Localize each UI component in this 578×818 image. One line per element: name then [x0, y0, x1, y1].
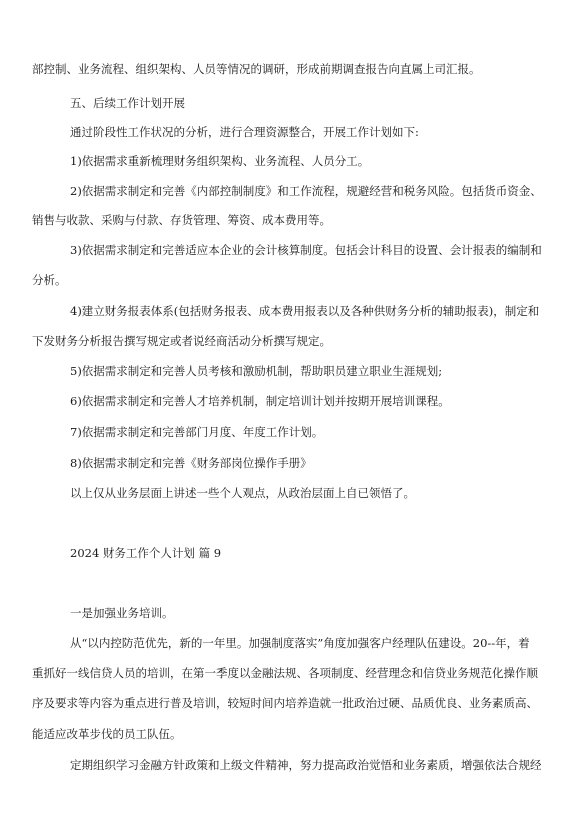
list-item-7: 7)依据需求制定和完善部门月度、年度工作计划。	[70, 425, 324, 439]
paragraph-line: 以上仅从业务层面上讲述一些个人观点，从政治层面上自已领悟了。	[70, 486, 415, 500]
list-item-2-continued: 销售与收款、采购与付款、存货管理、筹资、成本费用等。	[32, 213, 331, 227]
section-title: 2024 财务工作个人计划 篇 9	[70, 546, 222, 560]
list-item-4: 4)建立财务报表体系(包括财务报表、成本费用报表以及各种供财务分析的辅助报表)，制定和	[70, 304, 540, 318]
paragraph-line: 部控制、业务流程、组织架构、人员等情况的调研，形成前期调查报告向直属上司汇报。	[32, 62, 481, 76]
list-item-3: 3)依据需求制定和完善适应本企业的会计核算制度。包括会计科目的设置、会计报表的编制和	[70, 243, 542, 257]
paragraph-line: 序及要求等内容为重点进行普及培训，较短时间内培养造就一批政治过硬、品质优良、业务素质高、	[32, 696, 538, 710]
list-item-1: 1)依据需求重新梳理财务组织架构、业务流程、人员分工。	[70, 154, 370, 168]
list-item-6: 6)依据需求制定和完善人才培养机制，制定培训计划并按期开展培训课程。	[70, 394, 450, 408]
list-item-3-continued: 分析。	[32, 273, 67, 287]
list-item-4-continued: 下发财务分析报告撰写规定或者说经商活动分析撰写规定。	[32, 334, 331, 348]
paragraph-line: 从“以内控防范优先，新的一年里。加强制度落实”角度加强客户经理队伍建设。20--年，着	[70, 636, 530, 650]
list-item-8: 8)依据需求制定和完善《财务部岗位操作手册》	[70, 456, 312, 470]
paragraph-line: 通过阶段性工作状况的分析，进行合理资源整合，开展工作计划如下:	[70, 125, 419, 139]
list-item-2: 2)依据需求制定和完善《内部控制制度》和工作流程，规避经营和税务风险。包括货币资金、	[70, 184, 542, 198]
paragraph-line: 能适应改革步伐的员工队伍。	[32, 727, 182, 741]
section-heading: 五、后续工作计划开展	[70, 96, 185, 110]
list-item-5: 5)依据需求制定和完善人员考核和激励机制，帮助职员建立职业生涯规划;	[70, 364, 443, 378]
paragraph-line: 重抓好一线信贷人员的培训，在第一季度以金融法规、各项制度、经营理念和信贷业务规范化操作顺	[32, 666, 538, 680]
paragraph-line: 一是加强业务培训。	[70, 606, 174, 620]
paragraph-line: 定期组织学习金融方针政策和上级文件精神，努力提高政治觉悟和业务素质，增强依法合规经	[70, 758, 542, 772]
